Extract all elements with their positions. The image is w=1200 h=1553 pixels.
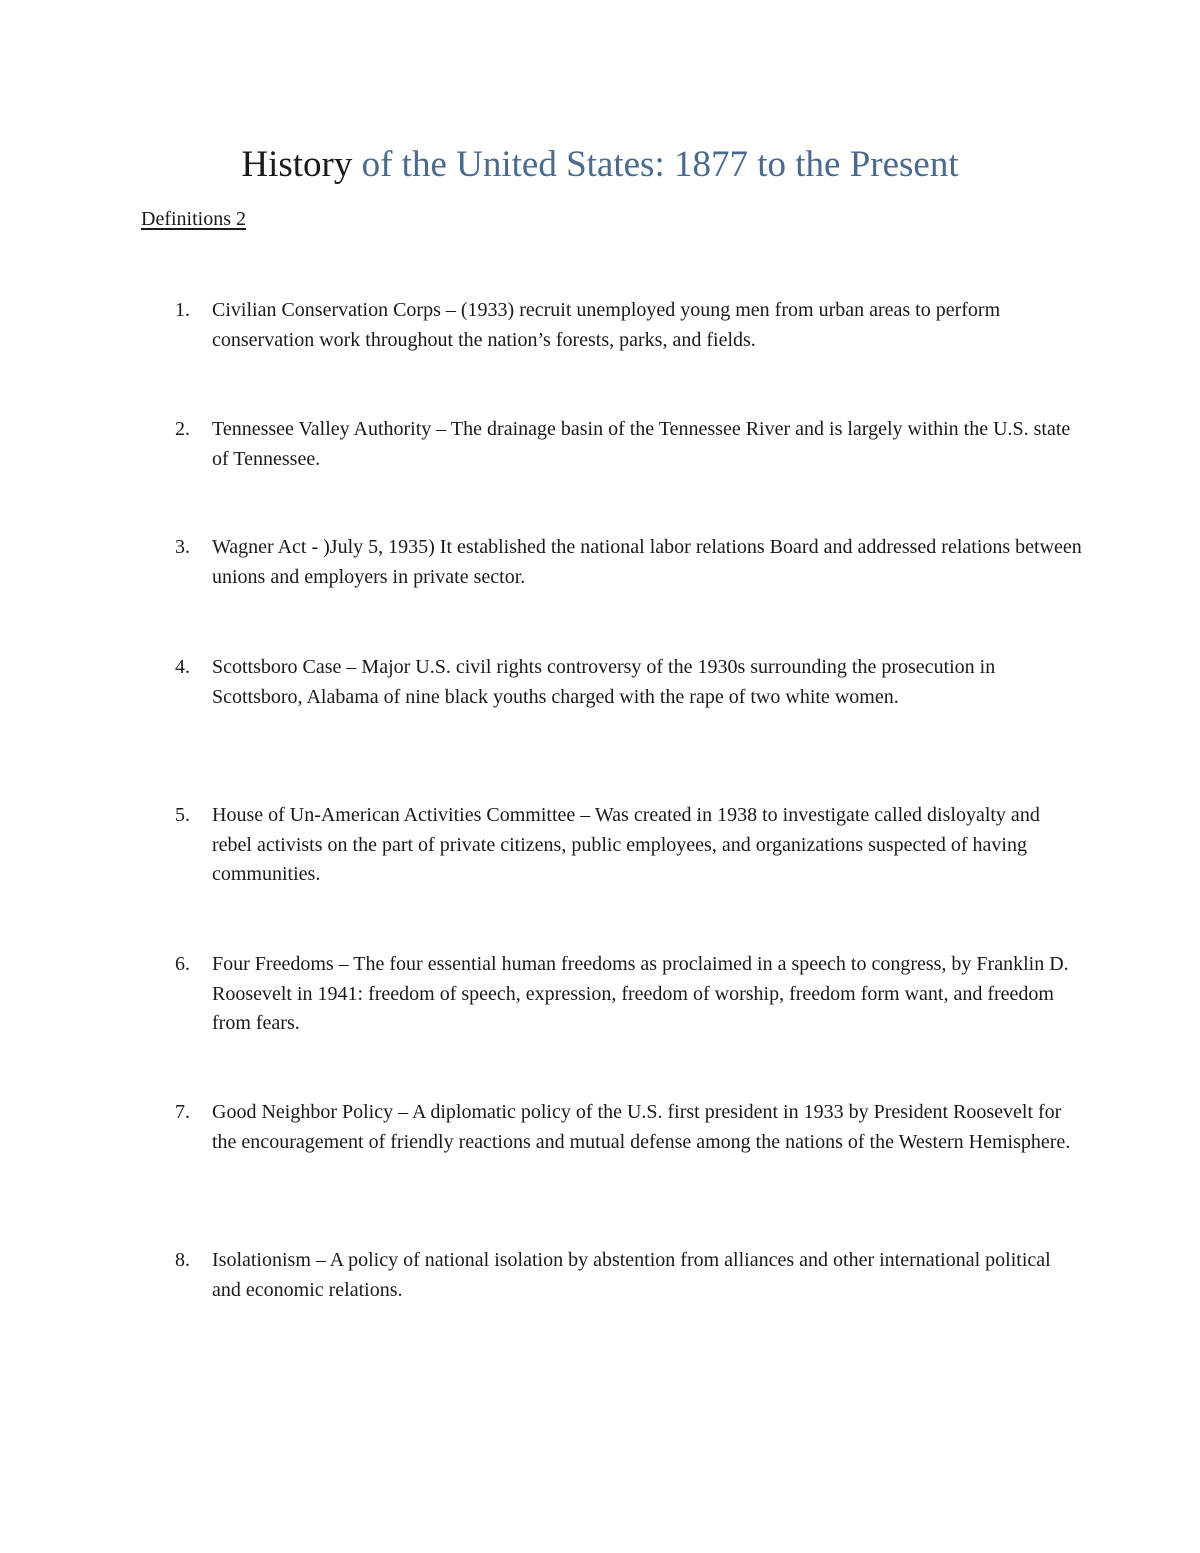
definition-number: 1. bbox=[175, 299, 190, 321]
definition-number: 4. bbox=[175, 656, 190, 678]
definition-text: Tennessee Valley Authority – The drainage basin of the Tennessee River and is largely within the U.S. state of Tennessee. bbox=[212, 418, 1071, 470]
definition-text: Scottsboro Case – Major U.S. civil rights controversy of the 1930s surrounding the prosecution in Scottsboro, Alabama of nine black youths charged with the rape of two white women. bbox=[212, 656, 996, 708]
definition-number: 8. bbox=[175, 1249, 190, 1271]
definition-number: 6. bbox=[175, 953, 190, 975]
definition-text: Isolationism – A policy of national isolation by abstention from alliances and other international political and economic relations. bbox=[212, 1249, 1051, 1301]
page-title bbox=[0, 141, 1200, 189]
definition-number: 3. bbox=[175, 536, 190, 558]
title-main: History bbox=[241, 144, 353, 185]
definition-text: House of Un-American Activities Committee – Was created in 1938 to investigate called disloyalty and rebel activists on the part of private citizens, public employees, and organizations suspected of having communities. bbox=[212, 804, 1040, 885]
definition-text: Good Neighbor Policy – A diplomatic policy of the U.S. first president in 1933 by President Roosevelt for the encouragement of friendly reactions and mutual defense among the nations of the Western Hemisphere. bbox=[212, 1101, 1071, 1153]
title-accent: of the United States: 1877 to the Present bbox=[361, 144, 959, 185]
section-subtitle: Definitions 2 bbox=[141, 208, 246, 230]
definition-number: 5. bbox=[175, 804, 190, 826]
definition-number: 2. bbox=[175, 418, 190, 440]
definition-text: Wagner Act - )July 5, 1935) It established the national labor relations Board and addressed relations between unions and employers in private sector. bbox=[212, 536, 1082, 588]
definition-text: Four Freedoms – The four essential human freedoms as proclaimed in a speech to congress, by Franklin D. Roosevelt in 1941: freedom of speech, expression, freedom of worship, freedom form want, and freedom from fears. bbox=[212, 953, 1069, 1034]
definition-number: 7. bbox=[175, 1101, 190, 1123]
definition-text: Civilian Conservation Corps – (1933) recruit unemployed young men from urban areas to perform conservation work throughout the nation’s forests, parks, and fields. bbox=[212, 299, 1001, 351]
